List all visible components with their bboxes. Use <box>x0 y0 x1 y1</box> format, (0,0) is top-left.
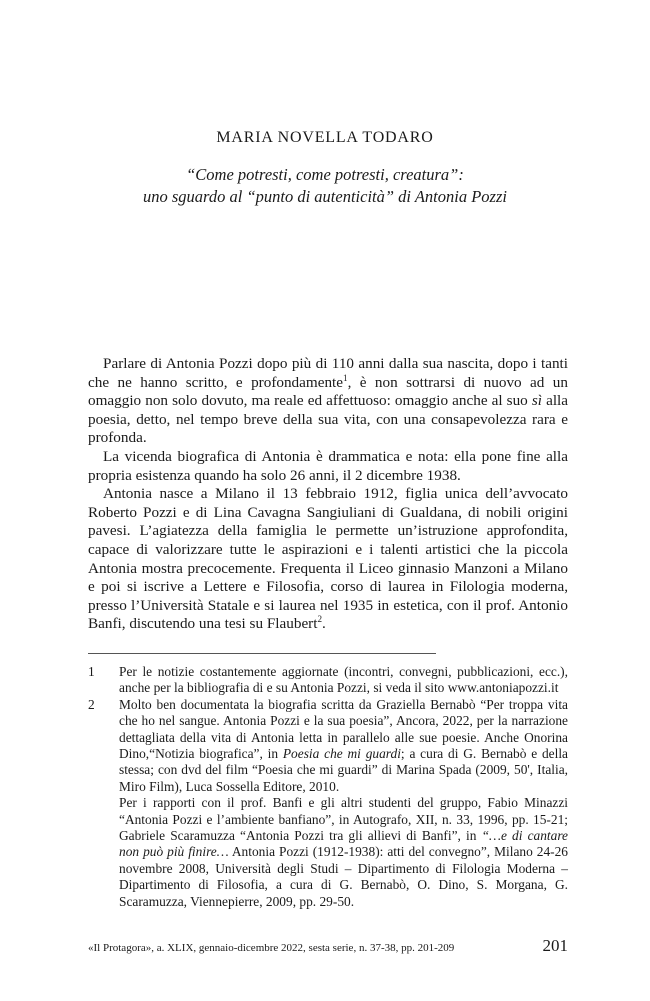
body-paragraph-3: Antonia nasce a Milano il 13 febbraio 1912, figlia unica dell’avvocato Roberto Pozzi e di Lina Cavagna Sangiuliani di Gualdana, di nobili origini pavesi. L’agiatezza della famiglia le permette un’istruzione approfondita, capace di valorizzare tutte le aspirazioni e i talenti artistici che la piccola Antonia mostra precocemente. Frequenta il Liceo ginnasio Manzoni a Milano e poi si iscrive a Lettere e Filosofia, corso di laurea in Filologia moderna, presso l’Università Statale e si laurea nel 1935 in estetica, con il prof. Antonio Banfi, discutendo una tesi su Flaubert$^2$. <box>88 485 568 633</box>
footnote-2 <box>88 697 568 910</box>
body-paragraph-2: La vicenda biografica di Antonia è drammatica e nota: ella pone fine alla propria esistenza quando ha solo 26 anni, il 2 dicembre 1938. <box>88 447 568 484</box>
footnote-1 <box>88 664 568 697</box>
title-line-2: uno sguardo al “punto di autenticità” di Antonia Pozzi <box>143 187 507 206</box>
footnote-2-paragraph-1: Molto ben documentata la biografia scritta da Graziella Bernabò “Per troppa vita che ho nel sangue. Antonia Pozzi e la sua poesia”, Ancora, 2022, per la narrazione dettagliata della vita di Antonia letta in parallelo alle sue poesie. Anche Onorina Dino,“Notizia biografica”, in Poesia che mi guardi; a cura di G. Bernabò e della stessa; con dvd del film “Poesia che mi guardi” di Marina Spada (2009, 50', Italia, Miro Film), Luca Sossella Editore, 2010. <box>119 696 568 794</box>
footnote-text: Per le notizie costantemente aggiornate (incontri, convegni, pubblicazioni, ecc.), anche per la bibliografia di e su Antonia Pozzi, si veda il sito www.antoniapozzi.it <box>119 664 568 696</box>
footnote-separator <box>88 653 436 654</box>
footnotes <box>88 664 568 910</box>
article-title <box>0 164 650 208</box>
author-name: MARIA NOVELLA TODARO <box>216 129 434 146</box>
footnote-ref-1[interactable]: 1 <box>343 372 348 383</box>
running-footer <box>88 936 568 956</box>
body-paragraph-1: Parlare di Antonia Pozzi dopo più di 110 anni dalla sua nascita, dopo i tanti che ne hanno scritto, e profondamente$^1$, è non sottrarsi di nuovo ad un omaggio non solo dovuto, ma reale ed affettuoso: omaggio anche al suo sì alla poesia, detto, nel tempo breve della sua vita, con una consapevolezza rara e profonda. <box>88 355 568 447</box>
title-line-1: “Come potresti, come potresti, creatura”: <box>186 165 464 184</box>
journal-citation: «Il Protagora», a. XLIX, gennaio-dicembre 2022, sesta serie, n. 37-38, pp. 201-209 <box>88 942 455 954</box>
footnote-text <box>119 697 568 910</box>
footnote-2-paragraph-2: Per i rapporti con il prof. Banfi e gli altri studenti del gruppo, Fabio Minazzi “Antonia Pozzi e l’ambiente banfiano”, in Autografo, XII, n. 33, 1996, pp. 15-21; Gabriele Scaramuzza “Antonia Pozzi tra gli allievi di Banfi”, in “…e di cantare non può più finire… Antonia Pozzi (1912-1938): atti del convegno”, Milano 24-26 novembre 2008, Università degli Studi – Dipartimento di Filologia Moderna – Dipartimento di Filosofia, a cura di G. Bernabò, O. Dino, S. Morgana, G. Scaramuzza, Viennepierre, 2009, pp. 29-50. <box>119 795 569 909</box>
footnote-number: 2 <box>88 696 95 712</box>
page-number: 201 <box>542 936 568 955</box>
article-body <box>88 355 568 634</box>
footnote-ref-2[interactable]: 2 <box>317 614 323 625</box>
footnote-number: 1 <box>88 664 95 679</box>
